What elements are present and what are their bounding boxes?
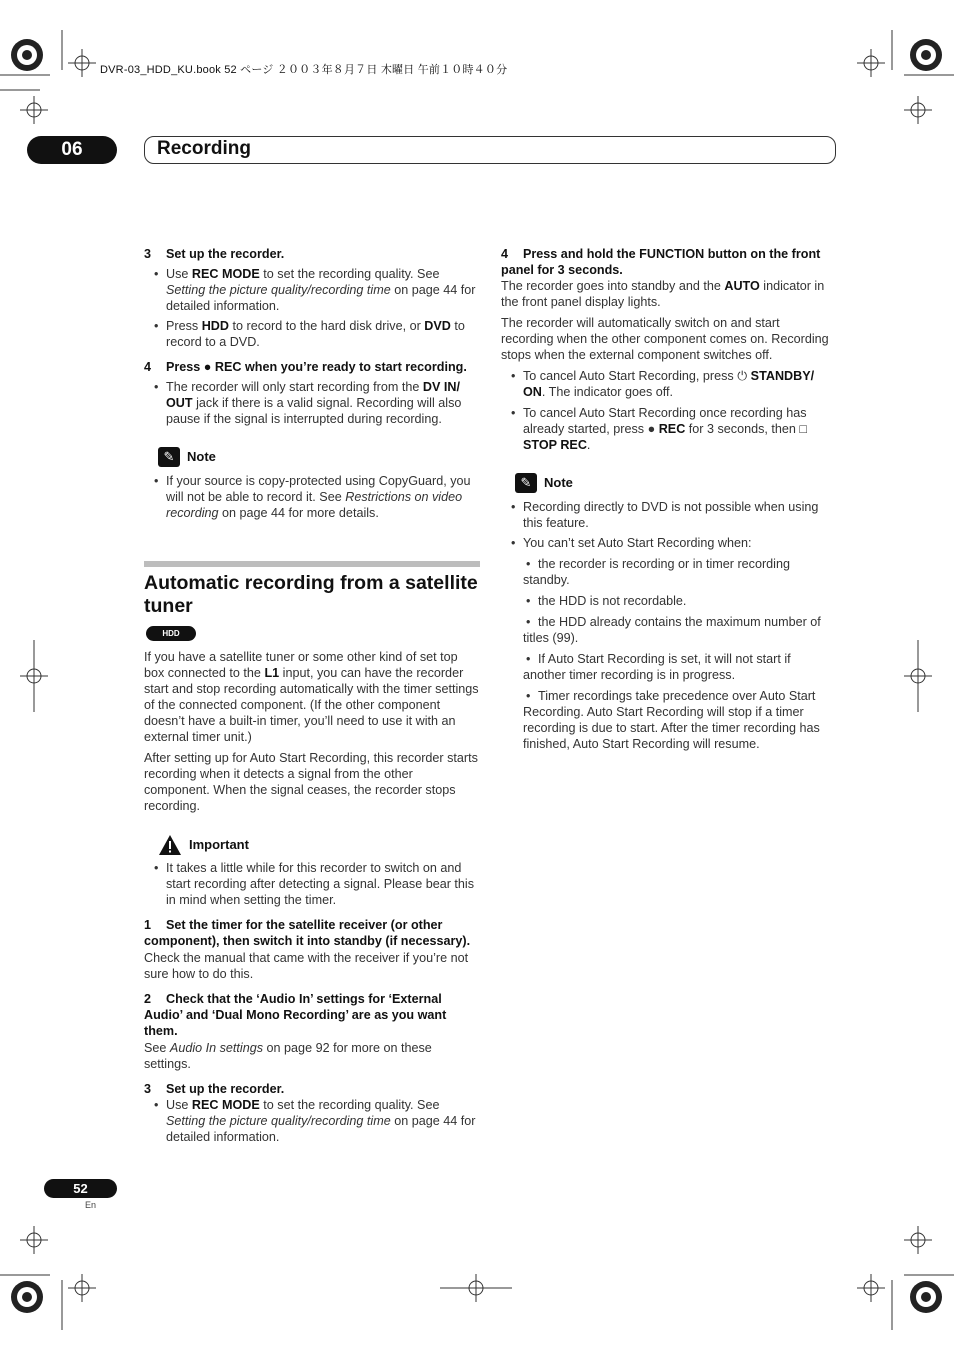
- note-heading: ✎ Note: [515, 473, 835, 493]
- bullet-item: • Use REC MODE to set the recording quality. See Setting the picture quality/recording time on page 44 for detailed information.: [144, 1097, 480, 1145]
- intro-paragraph: If you have a satellite tuner or some other kind of set top box connected to the L1 input, you can have the recorder start and stop recording automatically with the timer settings of the connected component. (If the other component doesn’t have a built-in timer, you’ll need to use it with an external timer unit.): [144, 650, 479, 744]
- power-icon: ⏻: [737, 368, 748, 383]
- sub-bullet-item: • the HDD already contains the maximum number of titles (99).: [501, 614, 835, 646]
- step-text: Check the manual that came with the receiver if you’re not sure how to do this.: [144, 951, 469, 981]
- step-heading: 3 Set up the recorder.: [144, 247, 285, 261]
- pencil-note-icon: ✎: [515, 473, 537, 493]
- bullet-item: • If your source is copy-protected using CopyGuard, you will not be able to record it. See Restrictions on video recording on page 44 for more details.: [144, 473, 480, 521]
- note-heading: ✎ Note: [158, 447, 480, 467]
- bullet-item: • You can’t set Auto Start Recording when:: [501, 535, 835, 551]
- section-divider: [144, 561, 480, 567]
- paragraph: The recorder will automatically switch on and start recording when the other component comes on. Recording stops when the external component switches off.: [501, 316, 829, 362]
- warning-icon: [158, 834, 182, 856]
- step-text: See Audio In settings on page 92 for more on these settings.: [144, 1041, 432, 1071]
- page-language: En: [85, 1200, 97, 1210]
- important-heading: Important: [158, 834, 480, 856]
- pencil-note-icon: ✎: [158, 447, 180, 467]
- step-heading: 4 Press and hold the FUNCTION button on the front panel for 3 seconds.: [501, 247, 821, 277]
- right-column: [501, 246, 835, 752]
- page-number: 52: [44, 1179, 117, 1198]
- step-heading: 1 Set the timer for the satellite receiver (or other component), then switch it into standby (if necessary).: [144, 918, 471, 948]
- sub-bullet-item: • Timer recordings take precedence over Auto Start Recording. Auto Start Recording will stop if a timer recording is due to start. After the timer recording has finished, Auto Start Recording will resume.: [501, 688, 835, 752]
- chapter-title: Recording: [157, 138, 251, 159]
- bullet-item: • Use REC MODE to set the recording quality. See Setting the picture quality/recording time on page 44 for detailed information.: [144, 266, 480, 314]
- step-heading: 4 Press ● REC when you’re ready to start recording.: [144, 360, 467, 374]
- bullet-item: • To cancel Auto Start Recording, press ⏻ STANDBY/ ON. The indicator goes off.: [501, 368, 835, 400]
- bullet-item: • To cancel Auto Start Recording once recording has already started, press ● REC for 3 seconds, then □ STOP REC.: [501, 405, 835, 453]
- step-heading: 3 Set up the recorder.: [144, 1082, 285, 1096]
- print-header: DVR-03_HDD_KU.book 52 ページ ２００３年８月７日 木曜日 午前１０時４０分: [100, 64, 508, 76]
- step-heading: 2 Check that the ‘Audio In’ settings for ‘External Audio’ and ‘Dual Mono Recording’ are as you want them.: [144, 992, 447, 1038]
- chapter-number-badge: 06: [27, 136, 117, 164]
- sub-bullet-item: • the recorder is recording or in timer recording standby.: [501, 556, 835, 588]
- bullet-item: • Press HDD to record to the hard disk drive, or DVD to record to a DVD.: [144, 318, 480, 350]
- bullet-item: • Recording directly to DVD is not possible when using this feature.: [501, 499, 835, 531]
- bullet-item: • It takes a little while for this recorder to switch on and start recording after detecting a signal. Please bear this in mind when setting the timer.: [144, 860, 480, 908]
- sub-bullet-item: • If Auto Start Recording is set, it will not start if another timer recording is in progress.: [501, 651, 835, 683]
- hdd-badge: HDD: [146, 626, 196, 641]
- intro-paragraph: After setting up for Auto Start Recording, this recorder starts recording when it detects a signal from the other component. When the signal ceases, the recorder stops recording.: [144, 751, 478, 813]
- sub-bullet-item: • the HDD is not recordable.: [501, 593, 835, 609]
- step-text: The recorder goes into standby and the AUTO indicator in the front panel display lights.: [501, 279, 825, 309]
- section-title: Automatic recording from a satellite tuner: [144, 572, 478, 617]
- left-column: [144, 246, 480, 1145]
- bullet-item: • The recorder will only start recording from the DV IN/ OUT jack if there is a valid signal. Recording will also pause if the signal is interrupted during recording.: [144, 379, 480, 427]
